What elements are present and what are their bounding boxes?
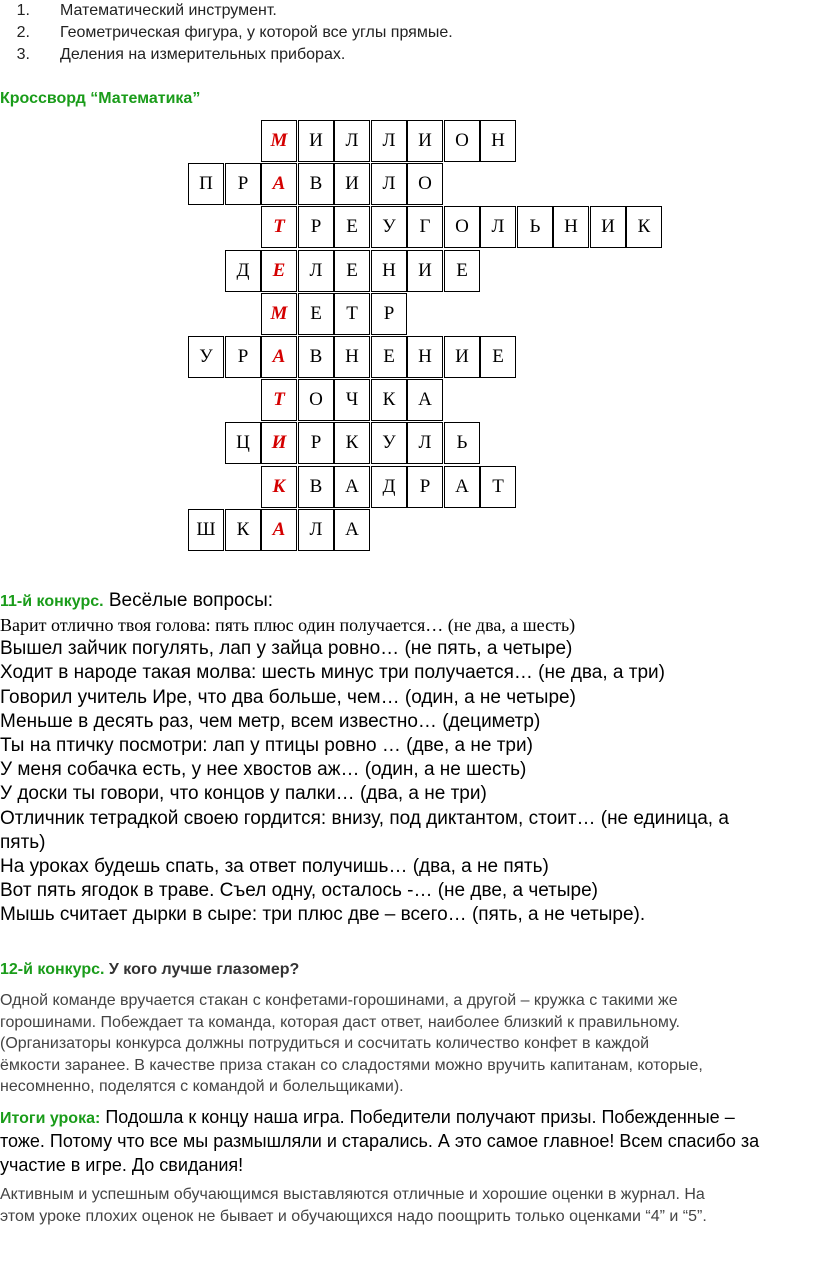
contest-11-heading: 11-й конкурс. Весёлые вопросы: [0,590,274,611]
crossword-cell: Ь [517,206,553,248]
text-line: Активным и успешным обучающимся выставляются отличные и хорошие оценки в журнал. На [0,1186,705,1203]
contest-12-heading: 12-й конкурс. У кого лучше глазомер? [0,961,300,978]
crossword-key-cell: А [261,509,297,551]
crossword-cell: Л [371,163,407,205]
crossword-cell: Т [480,466,516,508]
crossword-key-cell: Т [261,206,297,248]
crossword-cell: В [298,163,334,205]
crossword-key-cell: Е [261,250,297,292]
crossword-cell: Ц [225,422,261,464]
crossword-cell: А [407,379,443,421]
crossword-cell: Т [334,293,370,335]
crossword-cell: Н [407,336,443,378]
crossword-key-cell: А [261,336,297,378]
crossword-cell: Е [444,250,480,292]
crossword-key-cell: Т [261,379,297,421]
question-line: Вышел зайчик погулять, лап у зайца ровно… (не пять, а четыре) [0,638,573,660]
crossword-key-cell: А [261,163,297,205]
crossword-cell: И [590,206,626,248]
crossword-cell: О [444,206,480,248]
text-line: этом уроке плохих оценок не бывает и обучающихся надо поощрить только оценками “4” и “5”. [0,1208,707,1225]
crossword-cell: Е [480,336,516,378]
crossword-cell: Е [298,293,334,335]
crossword-cell: А [334,466,370,508]
list-item: 2. Геометрическая фигура, у которой все углы прямые. [16,24,453,41]
crossword-cell: Е [334,206,370,248]
crossword-cell: О [298,379,334,421]
crossword-cell: В [298,466,334,508]
question-line: Отличник тетрадкой своею гордится: внизу, под диктантом, стоит… (не единица, а [0,807,729,829]
question-line: У доски ты говори, что концов у палки… (два, а не три) [0,783,487,805]
crossword-cell: Е [371,336,407,378]
crossword-cell: Р [298,422,334,464]
question-line: Варит отлично твоя голова: пять плюс один получается… (не два, а шесть) [0,615,576,635]
crossword-cell: У [371,422,407,464]
crossword-cell: Л [371,120,407,162]
list-item: 3. Деления на измерительных приборах. [16,46,346,63]
list-item: 1. Математический инструмент. [16,2,277,19]
crossword-cell: Н [371,250,407,292]
crossword-key-cell: И [261,422,297,464]
text-line: Одной команде вручается стакан с конфетами-горошинами, а другой – кружка с такими же [0,992,678,1009]
crossword-cell: И [407,250,443,292]
crossword-cell: К [334,422,370,464]
crossword-key-cell: М [261,293,297,335]
crossword-cell: Л [407,422,443,464]
crossword-key-cell: К [261,466,297,508]
crossword-cell: О [407,163,443,205]
text-line: несомненно, поделятся с командой и болельщиками). [0,1078,404,1095]
crossword-cell: Р [225,336,261,378]
question-line: У меня собачка есть, у нее хвостов аж… (один, а не шесть) [0,759,527,781]
crossword-cell: Д [371,466,407,508]
crossword-cell: Р [407,466,443,508]
crossword-cell: И [298,120,334,162]
crossword-cell: А [444,466,480,508]
crossword-cell: Л [480,206,516,248]
crossword-cell: Д [225,250,261,292]
crossword-cell: Л [298,250,334,292]
question-line: Ты на птичку посмотри: лап у птицы ровно … (две, а не три) [0,735,533,756]
crossword-cell: П [188,163,224,205]
crossword-cell: У [188,336,224,378]
question-line: На уроках будешь спать, за ответ получишь… (два, а не пять) [0,856,549,877]
crossword-key-cell: М [261,120,297,162]
crossword-cell: И [407,120,443,162]
text-line: ёмкости заранее. В качестве приза стакан со сладостями можно вручить капитанам, которые, [0,1056,703,1074]
crossword-cell: Ь [444,422,480,464]
crossword-cell: О [444,120,480,162]
question-line: Мышь считает дырки в сыре: три плюс две – всего… (пять, а не четыре). [0,904,646,926]
crossword-cell: Ч [334,379,370,421]
crossword-cell: Л [298,509,334,551]
crossword-cell: Ш [188,509,224,551]
crossword-title: Кроссворд “Математика” [0,90,201,107]
crossword-cell: Л [334,120,370,162]
crossword-cell: А [334,509,370,551]
question-line: пять) [0,831,46,853]
question-line: Говорил учитель Ире, что два больше, чем… (один, а не четыре) [0,686,576,708]
text-line: горошинами. Побеждает та команда, которая даст ответ, наиболее близкий к правильному. [0,1013,680,1031]
crossword-cell: К [626,206,662,248]
crossword-cell: Н [334,336,370,378]
question-line: Вот пять ягодок в траве. Съел одну, осталось -… (не две, а четыре) [0,880,598,902]
crossword-cell: Н [480,120,516,162]
crossword-cell: И [334,163,370,205]
summary-line: Итоги урока: Подошла к концу наша игра. Победители получают призы. Побежденные – [0,1107,735,1127]
crossword-cell: Г [407,206,443,248]
crossword-cell: Р [298,206,334,248]
crossword-cell: Р [225,163,261,205]
question-line: Ходит в народе такая молва: шесть минус три получается… (не два, а три) [0,662,665,684]
crossword-cell: Е [334,250,370,292]
crossword-cell: Н [553,206,589,248]
text-line: (Организаторы конкурса должны потрудиться и сосчитать количество конфет в каждой [0,1035,650,1052]
crossword-cell: И [444,336,480,378]
crossword-cell: У [371,206,407,248]
crossword-cell: В [298,336,334,378]
question-line: Меньше в десять раз, чем метр, всем известно… (дециметр) [0,710,541,732]
summary-line: тоже. Потому что все мы размышляли и старались. А это самое главное! Всем спасибо за [0,1131,760,1151]
crossword-cell: К [225,509,261,551]
summary-label: Итоги урока: [0,1110,101,1127]
crossword-cell: Р [371,293,407,335]
crossword-cell: К [371,379,407,421]
summary-line: участие в игре. До свидания! [0,1155,244,1175]
definitions-list [0,0,453,66]
